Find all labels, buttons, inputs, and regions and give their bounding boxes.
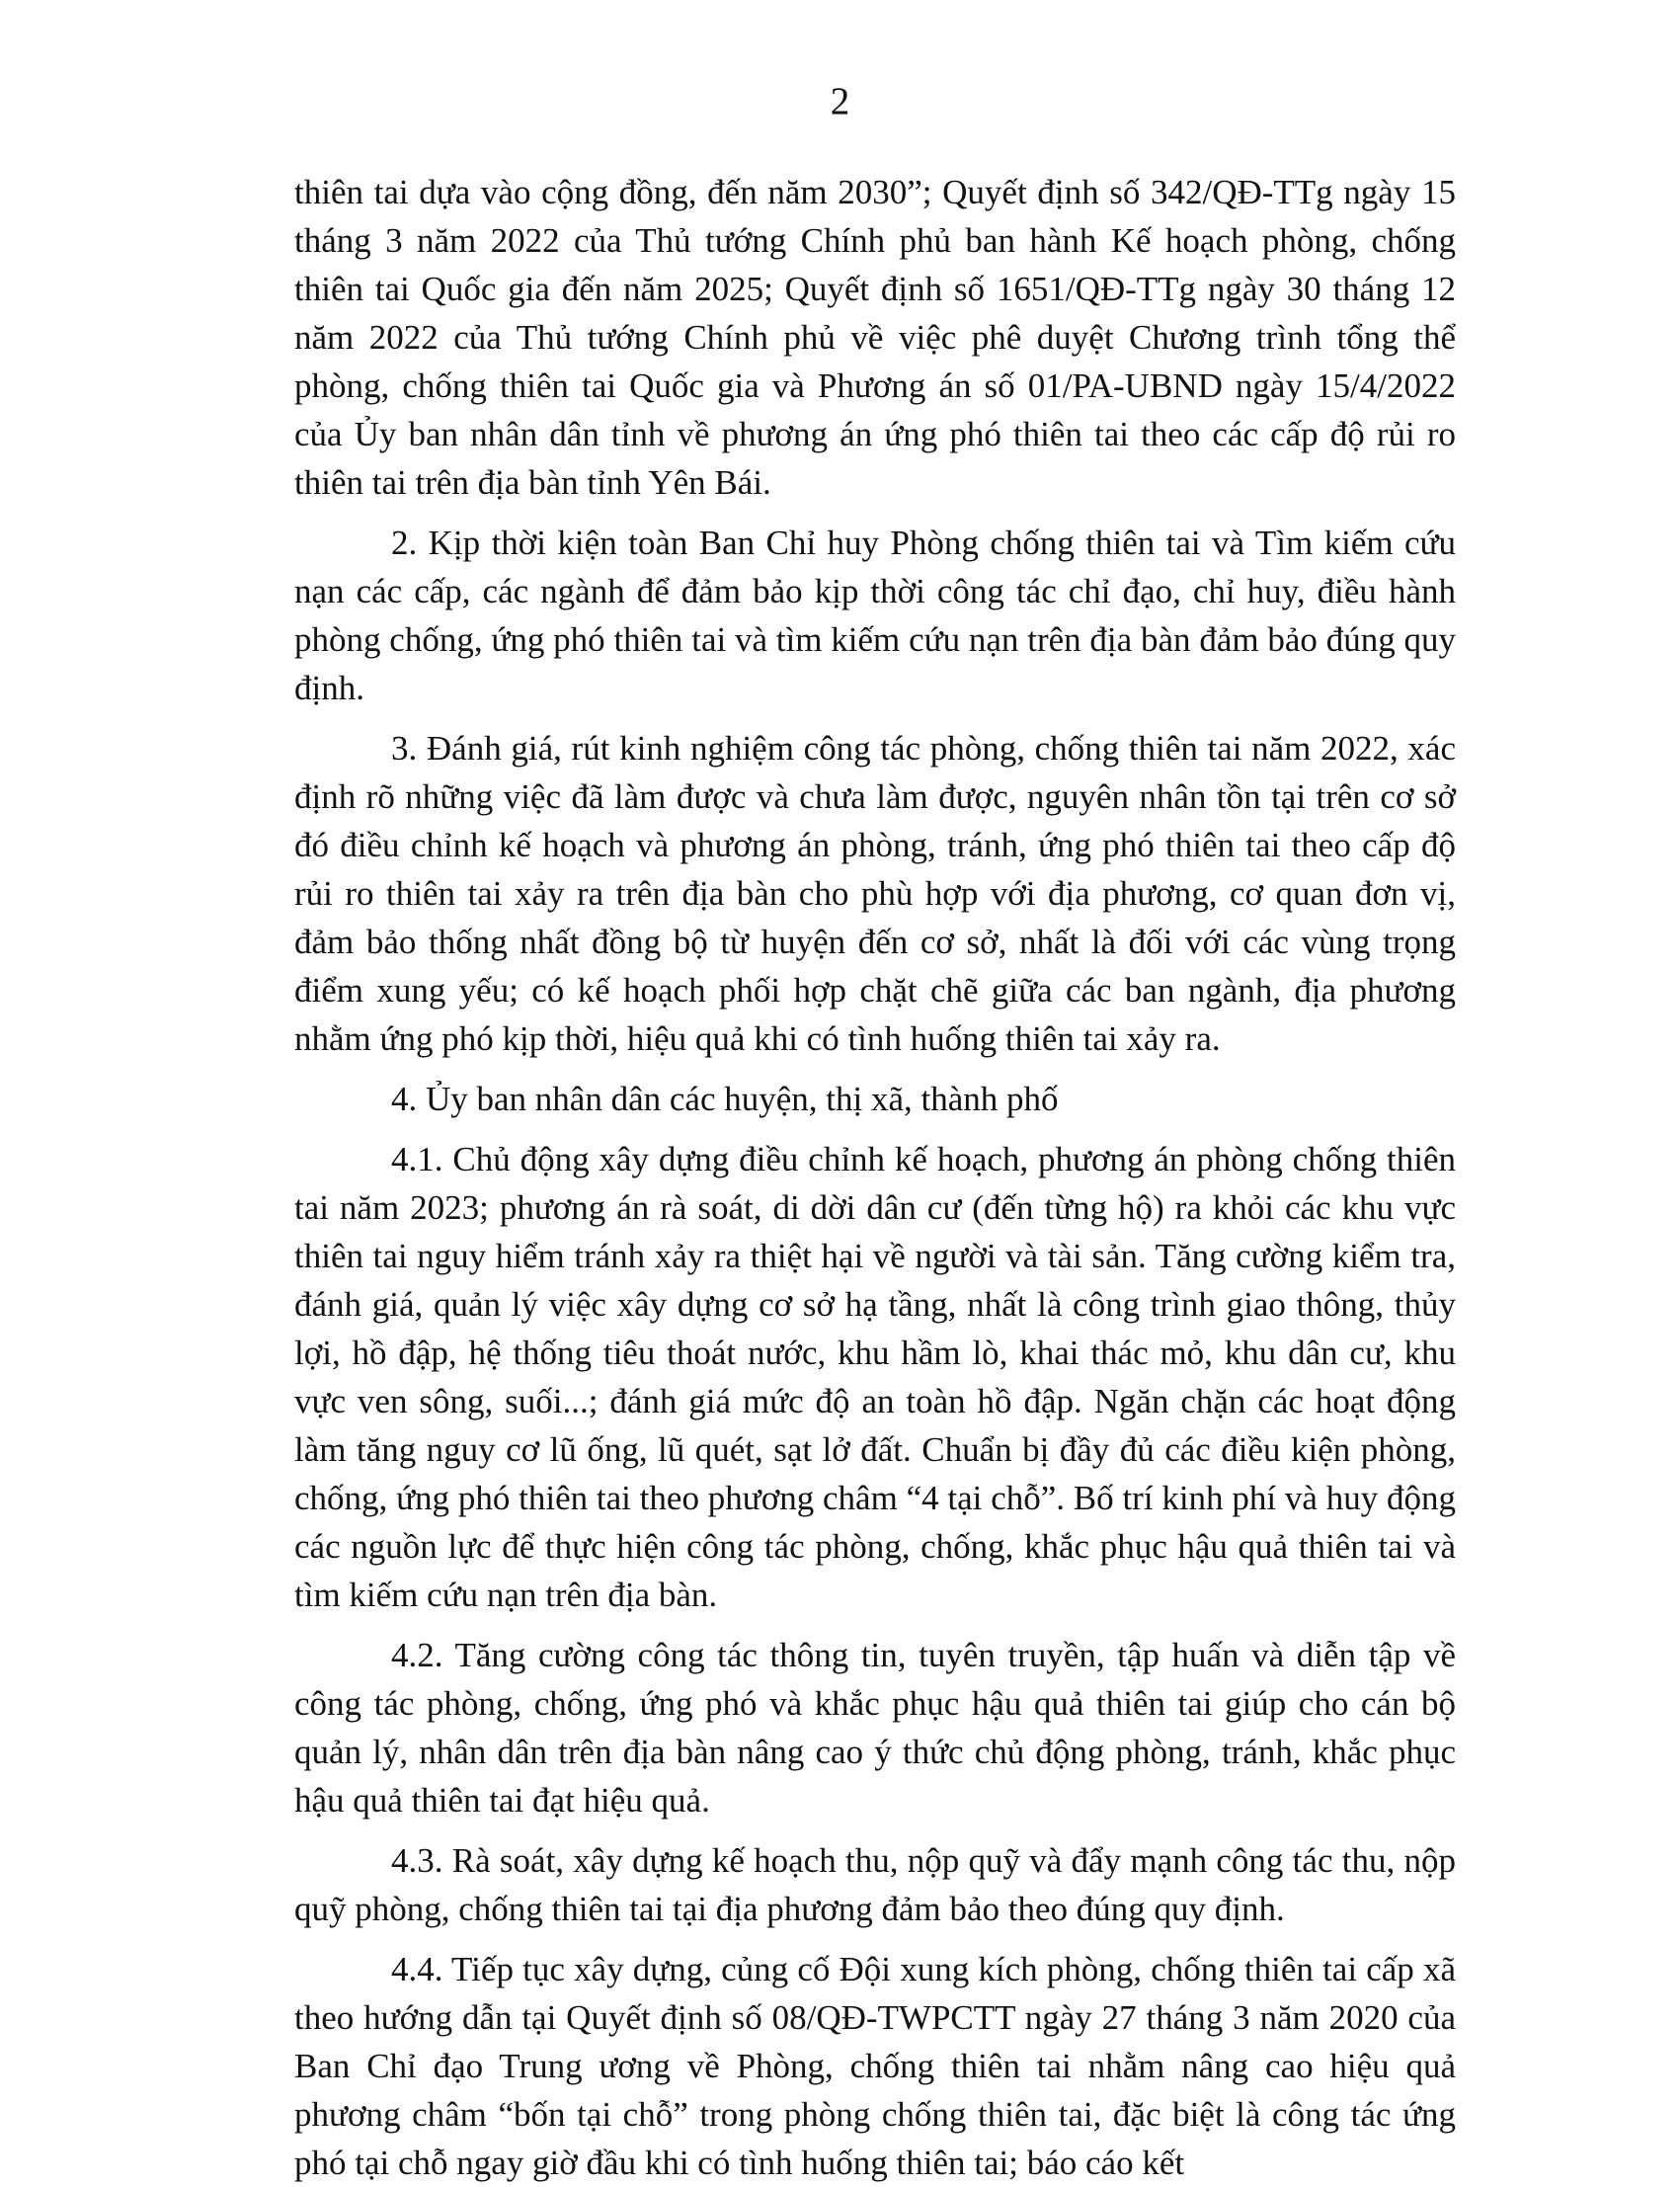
paragraph-continuation: thiên tai dựa vào cộng đồng, đến năm 2030”; Quyết định số 342/QĐ-TTg ngày 15 tháng 3 năm 2022 của Thủ tướng Chính phủ ban hành Kế hoạch phòng, chống thiên tai Quốc gia đến năm 2025; Quyết định số 1651/QĐ-TTg ngày 30 tháng 12 năm 2022 của Thủ tướng Chính phủ về việc phê duyệt Chương trình tổng thể phòng, chống thiên tai Quốc gia và Phương án số 01/PA-UBND ngày 15/4/2022 của Ủy ban nhân dân tỉnh về phương án ứng phó thiên tai theo các cấp độ rủi ro thiên tai trên địa bàn tỉnh Yên Bái. [294,173,1456,502]
paragraph-item-4-1: 4.1. Chủ động xây dựng điều chỉnh kế hoạch, phương án phòng chống thiên tai năm 2023; phương án rà soát, di dời dân cư (đến từng hộ) ra khỏi các khu vực thiên tai nguy hiểm tránh xảy ra thiệt hại về người và tài sản. Tăng cường kiểm tra, đánh giá, quản lý việc xây dựng cơ sở hạ tầng, nhất là công trình giao thông, thủy lợi, hồ đập, hệ thống tiêu thoát nước, khu hầm lò, khai thác mỏ, khu dân cư, khu vực ven sông, suối...; đánh giá mức độ an toàn hồ đập. Ngăn chặn các hoạt động làm tăng nguy cơ lũ ống, lũ quét, sạt lở đất. Chuẩn bị đầy đủ các điều kiện phòng, chống, ứng phó thiên tai theo phương châm “4 tại chỗ”. Bố trí kinh phí và huy động các nguồn lực để thực hiện công tác phòng, chống, khắc phục hậu quả thiên tai và tìm kiếm cứu nạn trên địa bàn. [294,1140,1456,1614]
paragraph-item-4-4: 4.4. Tiếp tục xây dựng, củng cố Đội xung kích phòng, chống thiên tai cấp xã theo hướng dẫn tại Quyết định số 08/QĐ-TWPCTT ngày 27 tháng 3 năm 2020 của Ban Chỉ đạo Trung ương về Phòng, chống thiên tai nhằm nâng cao hiệu quả phương châm “bốn tại chỗ” trong phòng chống thiên tai, đặc biệt là công tác ứng phó tại chỗ ngay giờ đầu khi có tình huống thiên tai; báo cáo kết [294,1950,1456,2182]
paragraph-item-3: 3. Đánh giá, rút kinh nghiệm công tác phòng, chống thiên tai năm 2022, xác định rõ những việc đã làm được và chưa làm được, nguyên nhân tồn tại trên cơ sở đó điều chỉnh kế hoạch và phương án phòng, tránh, ứng phó thiên tai theo cấp độ rủi ro thiên tai xảy ra trên địa bàn cho phù hợp với địa phương, cơ quan đơn vị, đảm bảo thống nhất đồng bộ từ huyện đến cơ sở, nhất là đối với các vùng trọng điểm xung yếu; có kế hoạch phối hợp chặt chẽ giữa các ban ngành, địa phương nhằm ứng phó kịp thời, hiệu quả khi có tình huống thiên tai xảy ra. [294,729,1456,1058]
paragraph-item-4-3: 4.3. Rà soát, xây dựng kế hoạch thu, nộp quỹ và đẩy mạnh công tác thu, nộp quỹ phòng, chống thiên tai tại địa phương đảm bảo theo đúng quy định. [294,1841,1456,1928]
paragraph-item-2: 2. Kịp thời kiện toàn Ban Chỉ huy Phòng chống thiên tai và Tìm kiếm cứu nạn các cấp, các ngành để đảm bảo kịp thời công tác chỉ đạo, chỉ huy, điều hành phòng chống, ứng phó thiên tai và tìm kiếm cứu nạn trên địa bàn đảm bảo đúng quy định. [294,524,1456,707]
paragraph-item-4-heading: 4. Ủy ban nhân dân các huyện, thị xã, thành phố [391,1080,1059,1118]
paragraph-item-4-2: 4.2. Tăng cường công tác thông tin, tuyên truyền, tập huấn và diễn tập về công tác phòng, chống, ứng phó và khắc phục hậu quả thiên tai giúp cho cán bộ quản lý, nhân dân trên địa bàn nâng cao ý thức chủ động phòng, tránh, khắc phục hậu quả thiên tai đạt hiệu quả. [294,1636,1456,1820]
document-body [294,168,1456,2187]
page-number: 2 [830,80,850,122]
